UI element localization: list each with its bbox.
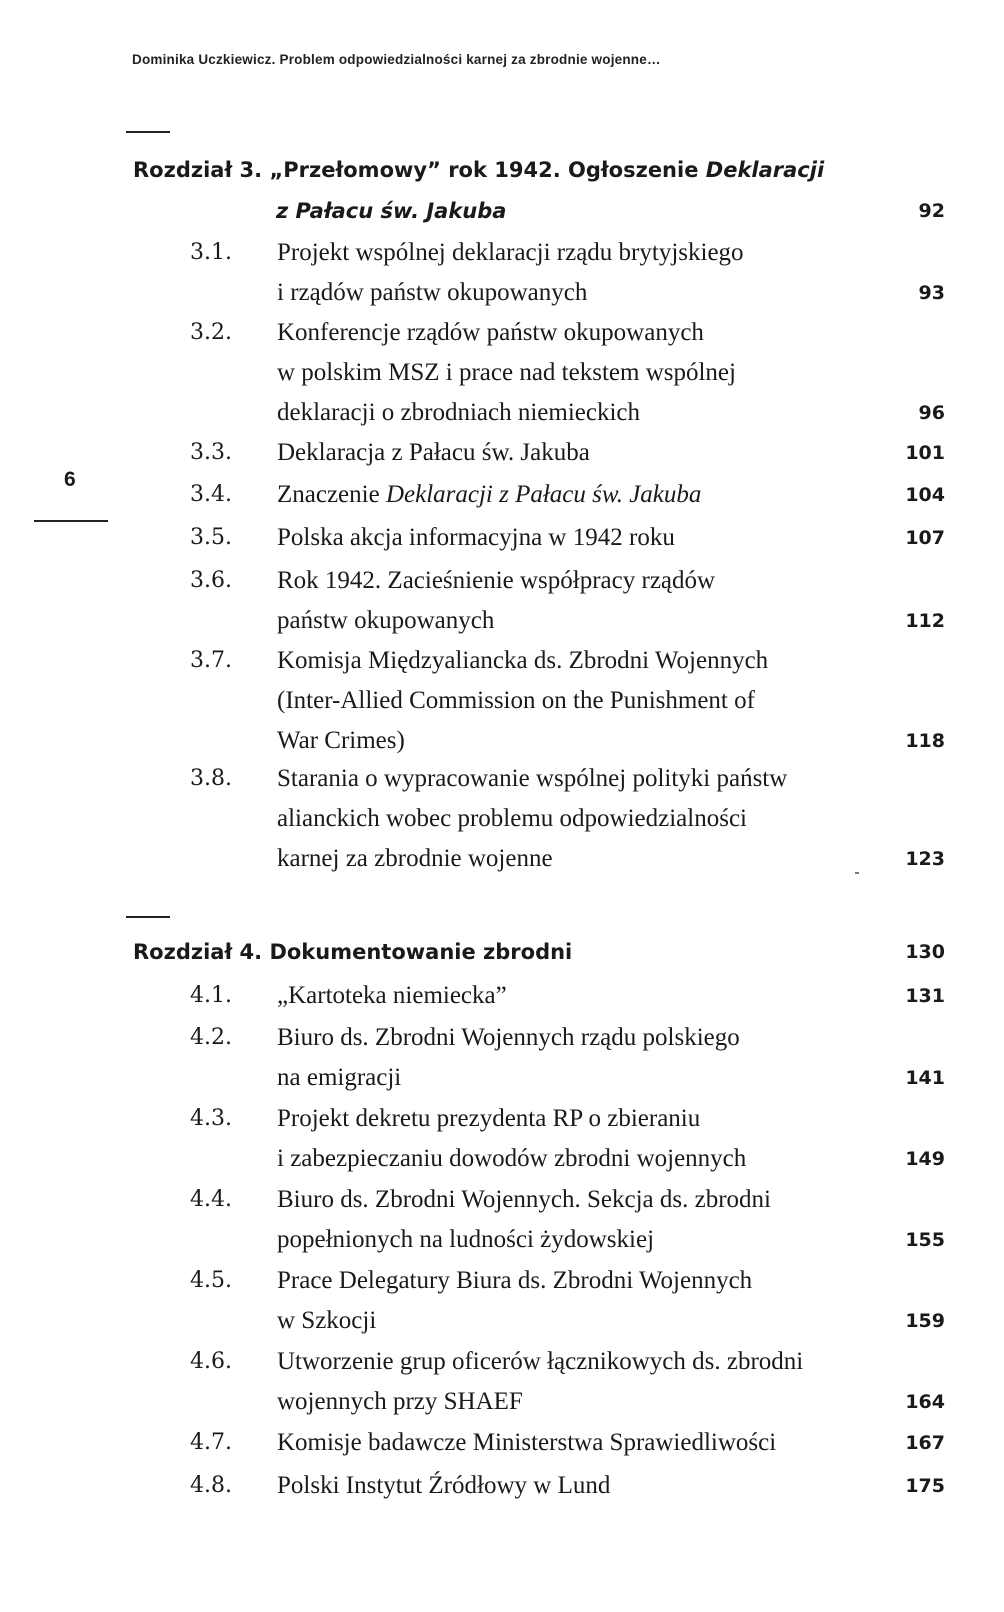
section-title-line: wojennych przy SHAEF — [277, 1388, 523, 1415]
section-page: 101 — [905, 442, 945, 464]
section-title-line: Projekt dekretu prezydenta RP o zbieraniu — [277, 1105, 701, 1132]
section-page: 164 — [905, 1391, 945, 1413]
chapter-3-rule — [126, 131, 170, 133]
section-title-line: w Szkocji — [277, 1307, 377, 1334]
section-title-line: i rządów państw okupowanych — [277, 279, 588, 306]
chapter-4-page: 130 — [905, 941, 945, 963]
section-page: 118 — [905, 730, 945, 752]
section-title-line: deklaracji o zbrodniach niemieckich — [277, 399, 641, 426]
running-head: Dominika Uczkiewicz. Problem odpowiedzialności karnej za zbrodnie wojenne… — [132, 52, 661, 67]
section-number: 4.4. — [190, 1187, 232, 1212]
section-number: 4.2. — [190, 1025, 232, 1050]
section-title-line: „Kartoteka niemiecka” — [277, 982, 507, 1009]
section-title-line: na emigracji — [277, 1064, 402, 1091]
section-number: 4.1. — [190, 983, 232, 1008]
chapter-4-rule — [126, 916, 170, 918]
section-title-line: Deklaracja z Pałacu św. Jakuba — [277, 439, 590, 466]
section-number: 3.7. — [190, 648, 232, 673]
section-page: 159 — [905, 1310, 945, 1332]
section-page: 149 — [905, 1148, 945, 1170]
section-title-line: Komisje badawcze Ministerstwa Sprawiedliwości — [277, 1429, 777, 1456]
chapter-3-title-part-3: z Pałacu św. Jakuba — [276, 199, 507, 223]
section-number: 3.4. — [190, 482, 232, 507]
section-page: 141 — [905, 1067, 945, 1089]
section-number: 3.6. — [190, 568, 232, 593]
section-title-line: i zabezpieczaniu dowodów zbrodni wojennych — [277, 1145, 747, 1172]
section-page: 107 — [905, 527, 945, 549]
chapter-4-title: Rozdział 4. Dokumentowanie zbrodni — [133, 940, 573, 964]
section-title-line: w polskim MSZ i prace nad tekstem wspólnej — [277, 359, 736, 386]
section-title-line: karnej za zbrodnie wojenne — [277, 845, 553, 872]
section-title-line: Komisja Międzyaliancka ds. Zbrodni Wojennych — [277, 647, 769, 674]
section-title-line: Biuro ds. Zbrodni Wojennych. Sekcja ds. zbrodni — [277, 1186, 771, 1213]
section-title-line: Polska akcja informacyjna w 1942 roku — [277, 524, 675, 551]
section-number: 4.8. — [190, 1473, 232, 1498]
section-title-line: państw okupowanych — [277, 607, 495, 634]
section-page: 123 — [905, 848, 945, 870]
section-title-line: (Inter-Allied Commission on the Punishment of — [277, 687, 755, 714]
section-number: 3.5. — [190, 525, 232, 550]
section-number: 4.3. — [190, 1106, 232, 1131]
section-page: 104 — [905, 484, 945, 506]
section-number: 4.6. — [190, 1349, 232, 1374]
section-page: 175 — [905, 1475, 945, 1497]
chapter-3-title-part-2: Deklaracji — [705, 158, 825, 182]
section-title-line: Projekt wspólnej deklaracji rządu brytyjskiego — [277, 239, 744, 266]
section-number: 4.7. — [190, 1430, 232, 1455]
section-title-line: Utworzenie grup oficerów łącznikowych ds. zbrodni — [277, 1348, 804, 1375]
section-number: 3.8. — [190, 766, 232, 791]
chapter-4-heading[interactable] — [133, 932, 945, 973]
scan-mark — [855, 872, 859, 874]
page-number-rule — [34, 520, 108, 522]
section-title-line: War Crimes) — [277, 727, 405, 754]
section-title-line: alianckich wobec problemu odpowiedzialności — [277, 805, 747, 832]
section-page: 131 — [905, 985, 945, 1007]
section-title-line: Starania o wypracowanie wspólnej polityki państw — [277, 765, 788, 792]
chapter-3-title-part-1: Rozdział 3. „Przełomowy” rok 1942. Ogłoszenie — [133, 158, 706, 182]
section-number: 3.2. — [190, 320, 232, 345]
section-title-line: Rok 1942. Zacieśnienie współpracy rządów — [277, 567, 716, 594]
section-title-line: Biuro ds. Zbrodni Wojennych rządu polskiego — [277, 1024, 740, 1051]
chapter-3-page: 92 — [918, 200, 945, 222]
section-page: 112 — [905, 610, 945, 632]
section-number: 4.5. — [190, 1268, 232, 1293]
section-title-line: Prace Delegatury Biura ds. Zbrodni Wojennych — [277, 1267, 753, 1294]
section-page: 96 — [918, 402, 945, 424]
section-title-italic: Deklaracji z Pałacu św. Jakuba — [385, 481, 702, 508]
section-number: 3.3. — [190, 440, 232, 465]
section-page: 167 — [905, 1432, 945, 1454]
section-title-line: Konferencje rządów państw okupowanych — [277, 319, 704, 346]
section-number: 3.1. — [190, 240, 232, 265]
page-number: 6 — [64, 468, 76, 491]
section-title-line: popełnionych na ludności żydowskiej — [277, 1226, 655, 1253]
chapter-3-heading[interactable] — [133, 150, 945, 232]
section-title-prefix: Znaczenie — [277, 481, 386, 508]
section-page: 155 — [905, 1229, 945, 1251]
section-page: 93 — [918, 282, 945, 304]
section-title-line: Polski Instytut Źródłowy w Lund — [277, 1472, 611, 1499]
